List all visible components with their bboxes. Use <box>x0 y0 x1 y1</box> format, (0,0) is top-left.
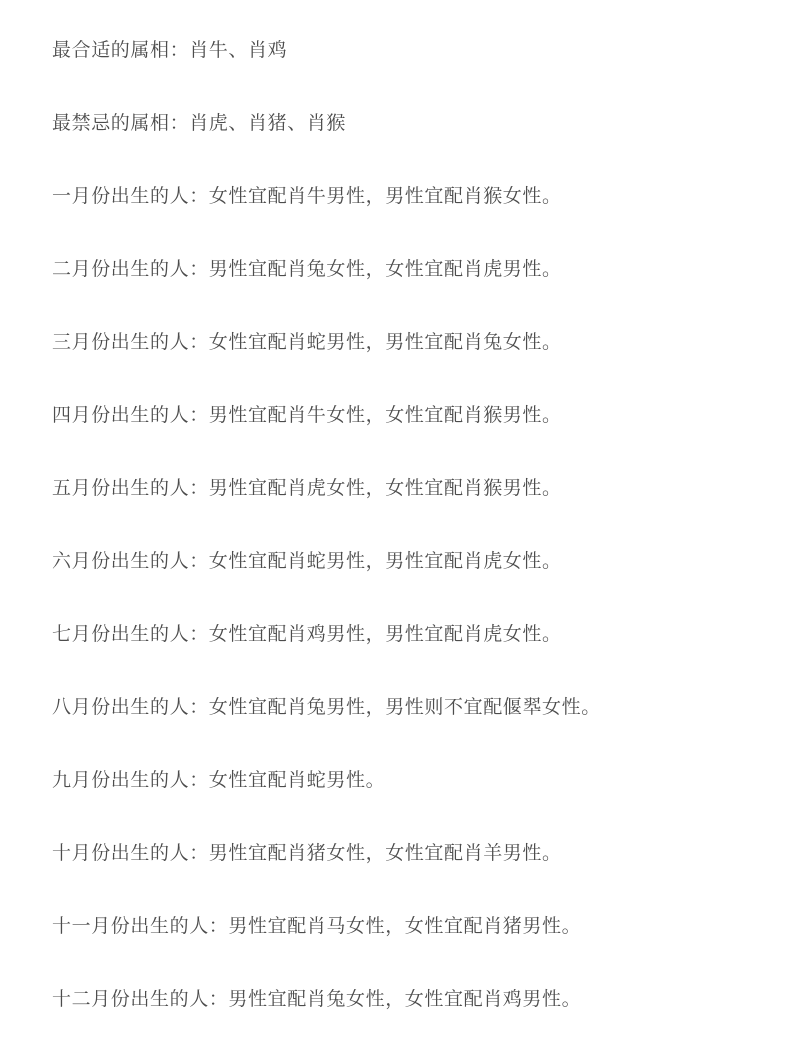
text-line-month-12: 十二月份出生的人：男性宜配肖兔女性，女性宜配肖鸡男性。 <box>52 989 582 1010</box>
text-line-best-match: 最合适的属相：肖牛、肖鸡 <box>52 40 288 61</box>
text-line-month-05: 五月份出生的人：男性宜配肖虎女性，女性宜配肖猴男性。 <box>52 478 562 499</box>
text-line-month-10: 十月份出生的人：男性宜配肖猪女性，女性宜配肖羊男性。 <box>52 843 562 864</box>
text-line-month-07: 七月份出生的人：女性宜配肖鸡男性，男性宜配肖虎女性。 <box>52 624 562 645</box>
text-line-month-11: 十一月份出生的人：男性宜配肖马女性，女性宜配肖猪男性。 <box>52 916 582 937</box>
text-line-month-03: 三月份出生的人：女性宜配肖蛇男性，男性宜配肖兔女性。 <box>52 332 562 353</box>
text-line-month-09: 九月份出生的人：女性宜配肖蛇男性。 <box>52 770 386 791</box>
text-line-worst-match: 最禁忌的属相：肖虎、肖猪、肖猴 <box>52 113 347 134</box>
text-line-month-01: 一月份出生的人：女性宜配肖牛男性，男性宜配肖猴女性。 <box>52 186 562 207</box>
text-line-month-04: 四月份出生的人：男性宜配肖牛女性，女性宜配肖猴男性。 <box>52 405 562 426</box>
text-line-month-06: 六月份出生的人：女性宜配肖蛇男性，男性宜配肖虎女性。 <box>52 551 562 572</box>
text-line-month-02: 二月份出生的人：男性宜配肖兔女性，女性宜配肖虎男性。 <box>52 259 562 280</box>
text-line-month-08: 八月份出生的人：女性宜配肖兔男性，男性则不宜配偃翆女性。 <box>52 697 601 718</box>
